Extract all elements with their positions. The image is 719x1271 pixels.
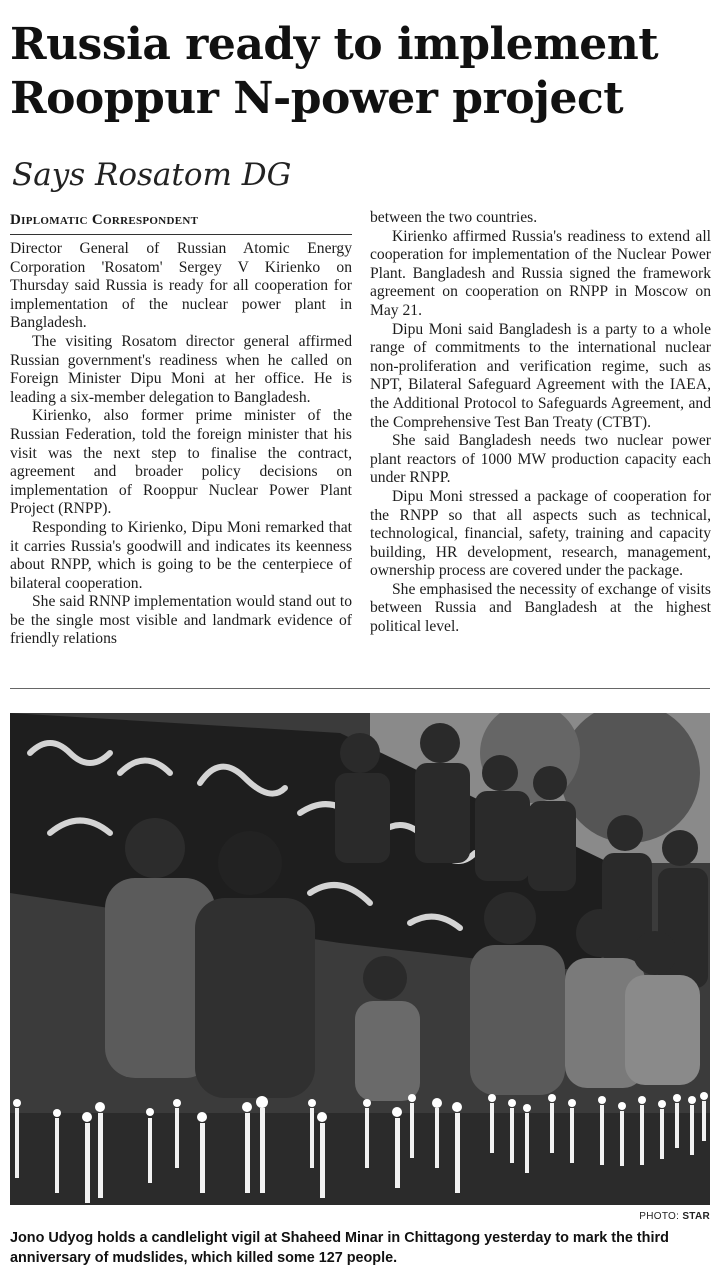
paragraph: She said Bangladesh needs two nuclear power plant reactors of 1000 MW production capacity each under RNPP. bbox=[370, 432, 711, 487]
paragraph: The visiting Rosatom director general affirmed Russian government's readiness when he called on Foreign Minister Dipu Moni at her office. He is leading a six-member delegation to Bangladesh. bbox=[10, 332, 352, 406]
paragraph: Kirienko affirmed Russia's readiness to extend all cooperation for implementation of the Nuclear Power Plant. Bangladesh and Russia signed the framework agreement on cooperation on RNPP in Moscow on May 21. bbox=[370, 227, 711, 319]
byline: Diplomatic Correspondent bbox=[10, 212, 352, 235]
paragraph: Kirienko, also former prime minister of the Russian Federation, told the foreign minister that his visit was the next step to finalise the contract, agreement and broader policy decisions on implementation of Rooppur Nuclear Power Plant Project (RNPP). bbox=[10, 407, 352, 518]
photo-credit-source: STAR bbox=[682, 1211, 710, 1222]
photo-credit-label: PHOTO: bbox=[639, 1211, 680, 1222]
paragraph: between the two countries. bbox=[370, 209, 538, 226]
section-divider bbox=[10, 688, 710, 689]
photo-caption: Jono Udyog holds a candlelight vigil at Shaheed Minar in Chittagong yesterday to mark the third anniversary of mudslides, which killed some 127 people. bbox=[10, 1230, 669, 1266]
paragraph: She said RNNP implementation would stand out to be the single most visible and landmark evidence of friendly relations bbox=[10, 593, 352, 648]
headline bbox=[10, 18, 715, 126]
paragraph: Dipu Moni stressed a package of cooperation for the RNPP so that all aspects such as technical, technological, financial, safety, training and capacity building, HR development, research, management, ownership process are covered under the package. bbox=[370, 487, 711, 580]
subheadline: Says Rosatom DG bbox=[12, 157, 292, 193]
paragraph: Responding to Kirienko, Dipu Moni remarked that it carries Russia's goodwill and indicates its keenness about RNPP, which is going to be the centerpiece of bilateral cooperation. bbox=[10, 518, 352, 592]
article-column-right bbox=[370, 209, 711, 637]
photo-credit bbox=[639, 1211, 710, 1222]
headline-line-2: Rooppur N-power project bbox=[10, 73, 624, 124]
article-column-left bbox=[10, 240, 352, 649]
news-photo bbox=[10, 713, 710, 1205]
headline-line-1: Russia ready to implement bbox=[10, 19, 659, 70]
vigil-photo-illustration bbox=[10, 713, 710, 1205]
paragraph: She emphasised the necessity of exchange of visits between Russia and Bangladesh at the highest political level. bbox=[370, 580, 711, 636]
paragraph: Director General of Russian Atomic Energy Corporation 'Rosatom' Sergey V Kirienko on Thursday said Russia is ready for all cooperation for implementation of the nuclear power plant in Bangladesh. bbox=[10, 240, 352, 332]
paragraph: Dipu Moni said Bangladesh is a party to a whole range of commitments to the international nuclear non-proliferation and verification regime, such as NPT, Bilateral Safeguard Agreement with the IAEA, the Additional Protocol to Safeguards Agreement, and the Comprehensive Test Ban Treaty (CTBT). bbox=[370, 320, 711, 431]
